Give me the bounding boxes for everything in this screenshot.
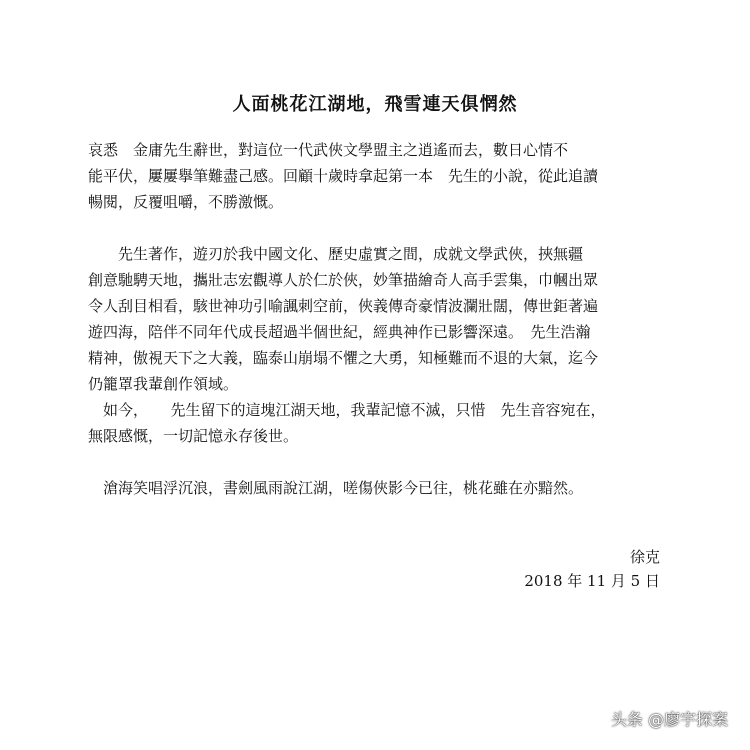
paragraph-line: 先生著作，遊刃於我中國文化、歷史虛實之間，成就文學武俠，挾無疆 — [88, 245, 584, 263]
paragraph-line: 無限感慨，一切記憶永存後世。 — [88, 427, 299, 445]
letter-title: 人面桃花江湖地，飛雪連天俱惘然 — [232, 94, 518, 115]
paragraph-line: 精神，傲視天下之大義，臨泰山崩塌不懼之大勇，知極難而不退的大氣，迄今 — [88, 349, 599, 367]
signature-date: 2018 年 11 月 5 日 — [524, 572, 660, 590]
paragraph-line: 滄海笑唱浮沉浪，書劍風雨說江湖，嗟傷俠影今已往，桃花雖在亦黯然。 — [88, 479, 584, 497]
watermark-text: 头条 @廖宇探案 — [610, 710, 728, 729]
paragraph-2 — [88, 241, 668, 397]
paragraph-1 — [88, 137, 668, 215]
paragraph-3 — [88, 397, 668, 449]
signature-name: 徐克 — [629, 548, 660, 566]
paragraph-line: 暢閱，反覆咀嚼，不勝激慨。 — [88, 193, 284, 211]
paragraph-line: 如今， 先生留下的這塊江湖天地，我輩記憶不滅，只惜 先生音容宛在， — [88, 401, 606, 419]
signature-block — [524, 545, 660, 593]
paragraph-line: 遊四海，陪伴不同年代成長超過半個世紀，經典神作已影響深遠。 先生浩瀚 — [88, 323, 591, 341]
paragraph-line: 創意馳騁天地，攜壯志宏觀導人於仁於俠，妙筆描繪奇人高手雲集，巾幗出眾 — [88, 271, 599, 289]
paragraph-line: 令人刮目相看，駭世神功引喻諷刺空前，俠義傳奇豪情波瀾壯闊，傳世鉅著遍 — [88, 297, 599, 315]
paragraph-line: 能平伏，屢屢擧筆難盡己感。回顧十歲時拿起第一本 先生的小說，從此追讀 — [88, 167, 599, 185]
paragraph-line: 哀悉 金庸先生辭世，對這位一代武俠文學盟主之逍遙而去，數日心情不 — [88, 141, 569, 159]
paragraph-line: 仍籠罩我輩創作領域。 — [88, 375, 239, 393]
paragraph-4 — [88, 475, 668, 501]
